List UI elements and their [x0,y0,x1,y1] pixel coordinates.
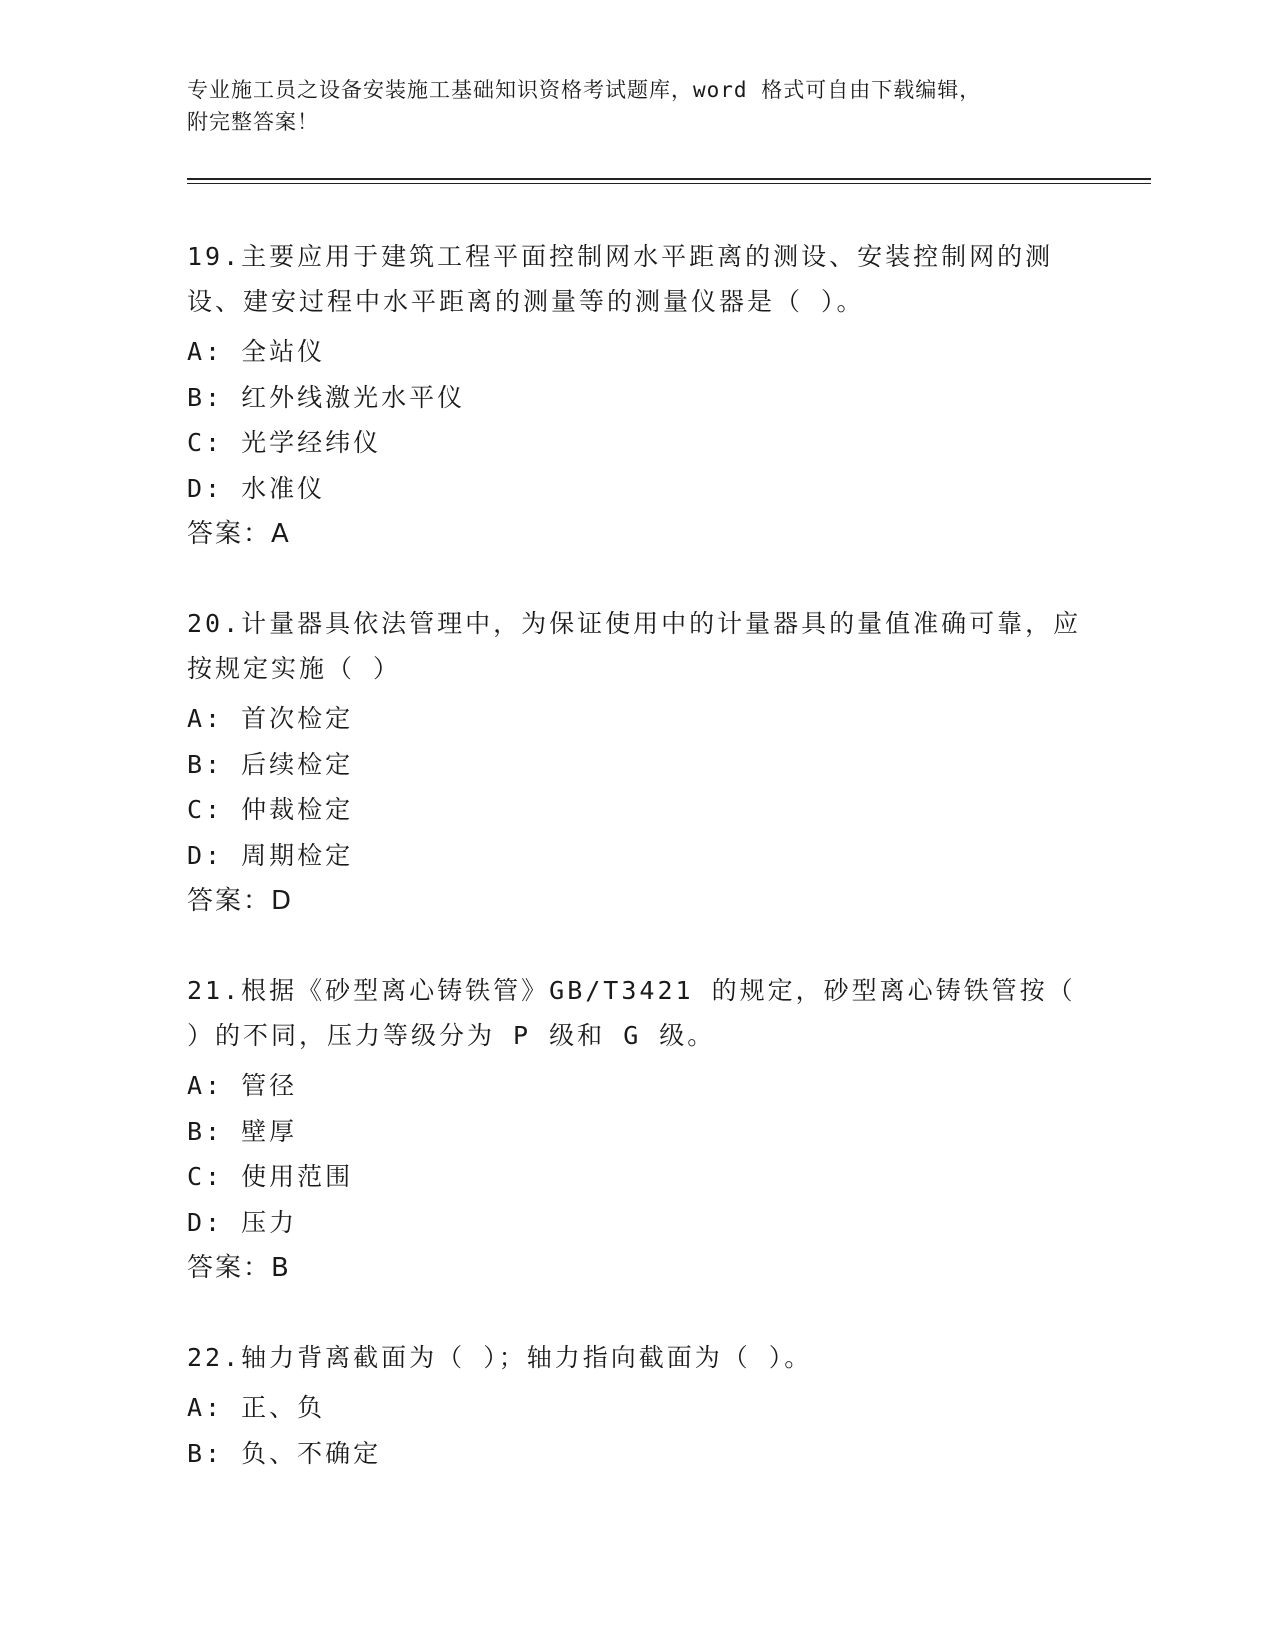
header-divider-thick [187,178,1151,180]
question-21 [187,968,1087,1291]
option-a: A: 首次检定 [187,704,354,733]
document-header [187,74,1087,138]
header-line-1: 专业施工员之设备安装施工基础知识资格考试题库，word 格式可自由下载编辑， [187,78,982,102]
question-stem: 20.计量器具依法管理中，为保证使用中的计量器具的量值准确可靠，应按规定实施（ ） [187,609,1082,683]
answer-line: 答案：A [187,519,291,549]
question-stem: 21.根据《砂型离心铸铁管》GB/T3421 的规定，砂型离心铸铁管按（ ）的不同，压力等级分为 P 级和 G 级。 [187,976,1076,1050]
question-stem: 19.主要应用于建筑工程平面控制网水平距离的测设、安装控制网的测设、建安过程中水平距离的测量等的测量仪器是（ ）。 [187,242,1054,316]
option-b: B: 负、不确定 [187,1438,382,1468]
question-20 [187,601,1087,924]
question-19 [187,234,1087,557]
option-b: B: 壁厚 [187,1116,298,1146]
header-line-2: 附完整答案！ [187,110,319,134]
option-a: A: 全站仪 [187,337,326,366]
option-b: B: 红外线激光水平仪 [187,382,466,412]
question-22 [187,1335,1087,1476]
answer-line: 答案：D [187,886,294,916]
option-c: C: 使用范围 [187,1162,354,1191]
option-d: D: 压力 [187,1207,298,1237]
option-a: A: 管径 [187,1071,298,1100]
option-d: D: 水准仪 [187,473,326,503]
option-c: C: 仲裁检定 [187,795,354,824]
option-b: B: 后续检定 [187,749,354,779]
option-a: A: 正、负 [187,1393,326,1422]
question-stem: 22.轴力背离截面为（ ）；轴力指向截面为（ ）。 [187,1343,813,1372]
option-d: D: 周期检定 [187,840,354,870]
answer-line: 答案：B [187,1253,291,1283]
header-divider-thin [187,183,1151,184]
question-list [187,234,1087,1520]
option-c: C: 光学经纬仪 [187,428,382,457]
